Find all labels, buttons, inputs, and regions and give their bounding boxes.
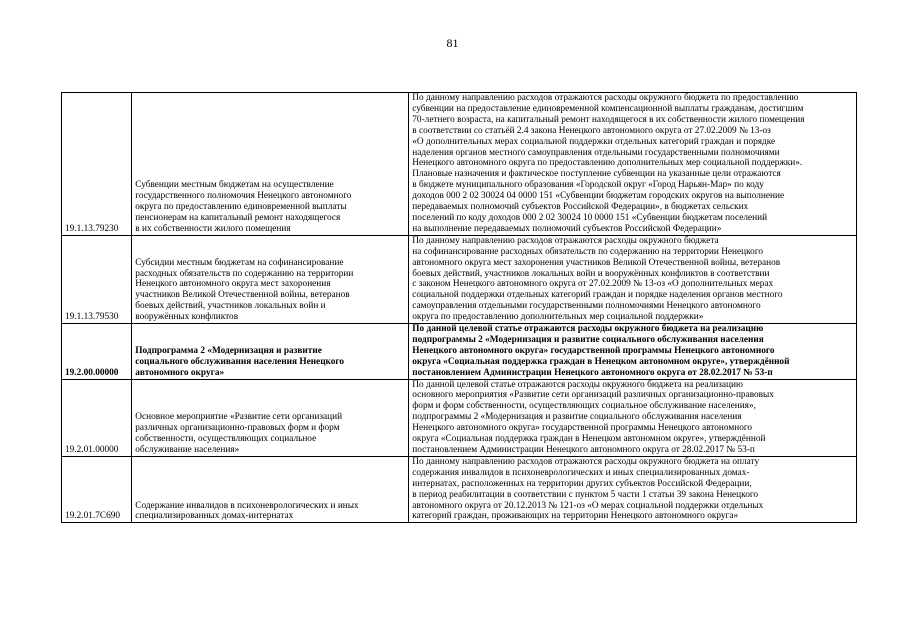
description-line: передаваемых полномочий субъектов Российской Федерации», в бюджетах сельских xyxy=(412,202,749,213)
description-line: Ненецкого автономного округа по предоставлению дополнительных мер социальной поддержки». xyxy=(412,158,803,169)
description-line: категорий граждан, проживающих на территории Ненецкого автономного округа» xyxy=(412,511,739,522)
description-line: постановлением Администрации Ненецкого автономного округа от 28.02.2017 № 53-п xyxy=(412,367,773,378)
target-article-description xyxy=(409,93,857,236)
name-line: округа по предоставлению единовременной выплаты xyxy=(135,202,347,213)
description-line: округа по предоставлению дополнительных мер социальной поддержки» xyxy=(412,312,704,323)
description-line: По данной целевой статье отражаются расходы окружного бюджета на реализацию xyxy=(412,379,743,390)
name-line: пенсионерам на капитальный ремонт находящегося xyxy=(135,212,341,223)
name-line: расходных обязательств по содержанию на территории xyxy=(135,268,354,279)
name-line: Субвенции местным бюджетам на осуществление xyxy=(135,180,334,191)
target-article-name xyxy=(132,235,409,323)
table-row xyxy=(62,456,857,522)
name-line: социального обслуживания населения Ненецкого xyxy=(135,356,345,367)
name-line: в их собственности жилого помещения xyxy=(135,223,291,234)
name-line: вооружённых конфликтов xyxy=(135,312,239,323)
description-line: в бюджете муниципального образования «Городской округ «Город Нарьян-Мар» по коду xyxy=(412,180,764,191)
name-line: собственности, осуществляющих социальное xyxy=(135,434,317,445)
page-number: 81 xyxy=(446,36,459,50)
table-row xyxy=(62,93,857,236)
description-line: форм и форм собственности, осуществляющих социальное обслуживание населения», xyxy=(412,401,756,412)
description-line: наделения органов местного самоуправления отдельными государственными полномочиями xyxy=(412,147,780,158)
description-line: боевых действий, участников локальных войн и вооружённых конфликтов в соответствии xyxy=(412,268,770,279)
target-article-description xyxy=(409,379,857,456)
description-line: содержания инвалидов в психоневрологических и иных специализированных домах- xyxy=(412,467,750,478)
description-line: подпрограммы 2 «Модернизация и развитие социального обслуживания населения xyxy=(412,334,764,345)
description-line: Ненецкого автономного округа» государственной программы Ненецкого автономного xyxy=(412,345,775,356)
name-line: участников Великой Отечественной войны, ветеранов xyxy=(135,290,350,301)
description-line: автономного округа мест захоронения участников Великой Отечественной войны, ветеранов xyxy=(412,257,781,268)
target-article-code: 19.2.00.00000 xyxy=(62,324,132,380)
target-article-code: 19.2.01.7С690 xyxy=(62,456,132,522)
description-line: социальной поддержки отдельных категорий граждан и порядке наделения органов местного xyxy=(412,290,783,301)
description-line: в период реабилитации в соответствии с пунктом 5 части 1 статьи 39 закона Ненецкого xyxy=(412,489,759,500)
target-article-name xyxy=(132,93,409,236)
target-article-name xyxy=(132,379,409,456)
description-line: постановлением Администрации Ненецкого автономного округа от 28.02.2017 № 53-п xyxy=(412,445,755,455)
name-line: различных организационно-правовых форм и форм xyxy=(135,423,340,434)
name-line: автономного округа» xyxy=(135,367,225,378)
description-line: основного мероприятия «Развитие сети организаций различных организационно-правовых xyxy=(412,390,774,401)
target-article-description xyxy=(409,235,857,323)
name-line: обслуживание населения» xyxy=(135,445,240,455)
target-article-description xyxy=(409,456,857,522)
target-article-code: 19.2.01.00000 xyxy=(62,379,132,456)
table-row xyxy=(62,379,857,456)
description-line: По данному направлению расходов отражаются расходы окружного бюджета на оплату xyxy=(412,456,760,467)
description-line: подпрограммы 2 «Модернизация и развитие социального обслуживания населения xyxy=(412,412,742,423)
target-article-name xyxy=(132,456,409,522)
name-line: государственного полномочия Ненецкого автономного xyxy=(135,191,352,202)
description-line: Плановые назначения и фактическое поступление субвенции на указанные цели отражаются xyxy=(412,169,781,180)
description-line: Ненецкого автономного округа» государственной программы Ненецкого автономного xyxy=(412,423,753,434)
budget-classification-table xyxy=(61,92,857,523)
description-line: автономного округа от 20.12.2013 № 121-оз «О мерах социальной поддержки отдельных xyxy=(412,500,764,511)
description-line: 70-летнего возраста, на капитальный ремонт находящегося в их собственности жилого помещения xyxy=(412,114,805,125)
description-line: По данному направлению расходов отражаются расходы окружного бюджета по предоставлению xyxy=(412,93,799,103)
description-line: на выполнение передаваемых полномочий субъектов Российской Федерации» xyxy=(412,223,722,234)
table-row xyxy=(62,324,857,380)
target-article-name xyxy=(132,324,409,380)
description-line: поселений по коду доходов 000 2 02 30024 10 0000 151 «Субвенции бюджетам поселений xyxy=(412,212,768,223)
description-line: округа «Социальная поддержка граждан в Ненецком автономном округе», утверждённой xyxy=(412,434,766,445)
name-line: боевых действий, участников локальных войн и xyxy=(135,301,326,312)
name-line: Подпрограмма 2 «Модернизация и развитие xyxy=(135,345,322,356)
name-line: Содержание инвалидов в психоневрологических и иных xyxy=(135,500,359,511)
description-line: самоуправления отдельными государственными полномочиями Ненецкого автономного xyxy=(412,301,761,312)
name-line: Основное мероприятие «Развитие сети организаций xyxy=(135,412,343,423)
description-line: субвенции на предоставление единовременной компенсационной выплаты гражданам, достигшим xyxy=(412,103,804,114)
description-line: интернатах, расположенных на территории других субъектов Российской Федерации, xyxy=(412,478,752,489)
target-article-code: 19.1.13.79230 xyxy=(62,93,132,236)
target-article-code: 19.1.13.79530 xyxy=(62,235,132,323)
target-article-description xyxy=(409,324,857,380)
name-line: специализированных домах-интернатах xyxy=(135,511,294,522)
name-line: Ненецкого автономного округа мест захоронения xyxy=(135,279,331,290)
description-line: в соответствии со статьёй 2.4 закона Ненецкого автономного округа от 27.02.2009 № 13-оз xyxy=(412,125,771,136)
description-line: округа «Социальная поддержка граждан в Ненецком автономном округе», утверждённой xyxy=(412,356,790,367)
name-line: Субсидии местным бюджетам на софинансирование xyxy=(135,257,344,268)
table-row xyxy=(62,235,857,323)
description-line: с законом Ненецкого автономного округа от 27.02.2009 № 13-оз «О дополнительных мерах xyxy=(412,279,774,290)
table-body xyxy=(62,93,857,523)
description-line: доходов 000 2 02 30024 04 0000 151 «Субвенции бюджетам городских округов на выполнение xyxy=(412,191,785,202)
description-line: «О дополнительных мерах социальной поддержки отдельных категорий граждан и порядке xyxy=(412,136,776,147)
description-line: на софинансирование расходных обязательств по содержанию на территории Ненецкого xyxy=(412,246,764,257)
description-line: По данной целевой статье отражаются расходы окружного бюджета на реализацию xyxy=(412,324,764,335)
description-line: По данному направлению расходов отражаются расходы окружного бюджета xyxy=(412,235,719,246)
